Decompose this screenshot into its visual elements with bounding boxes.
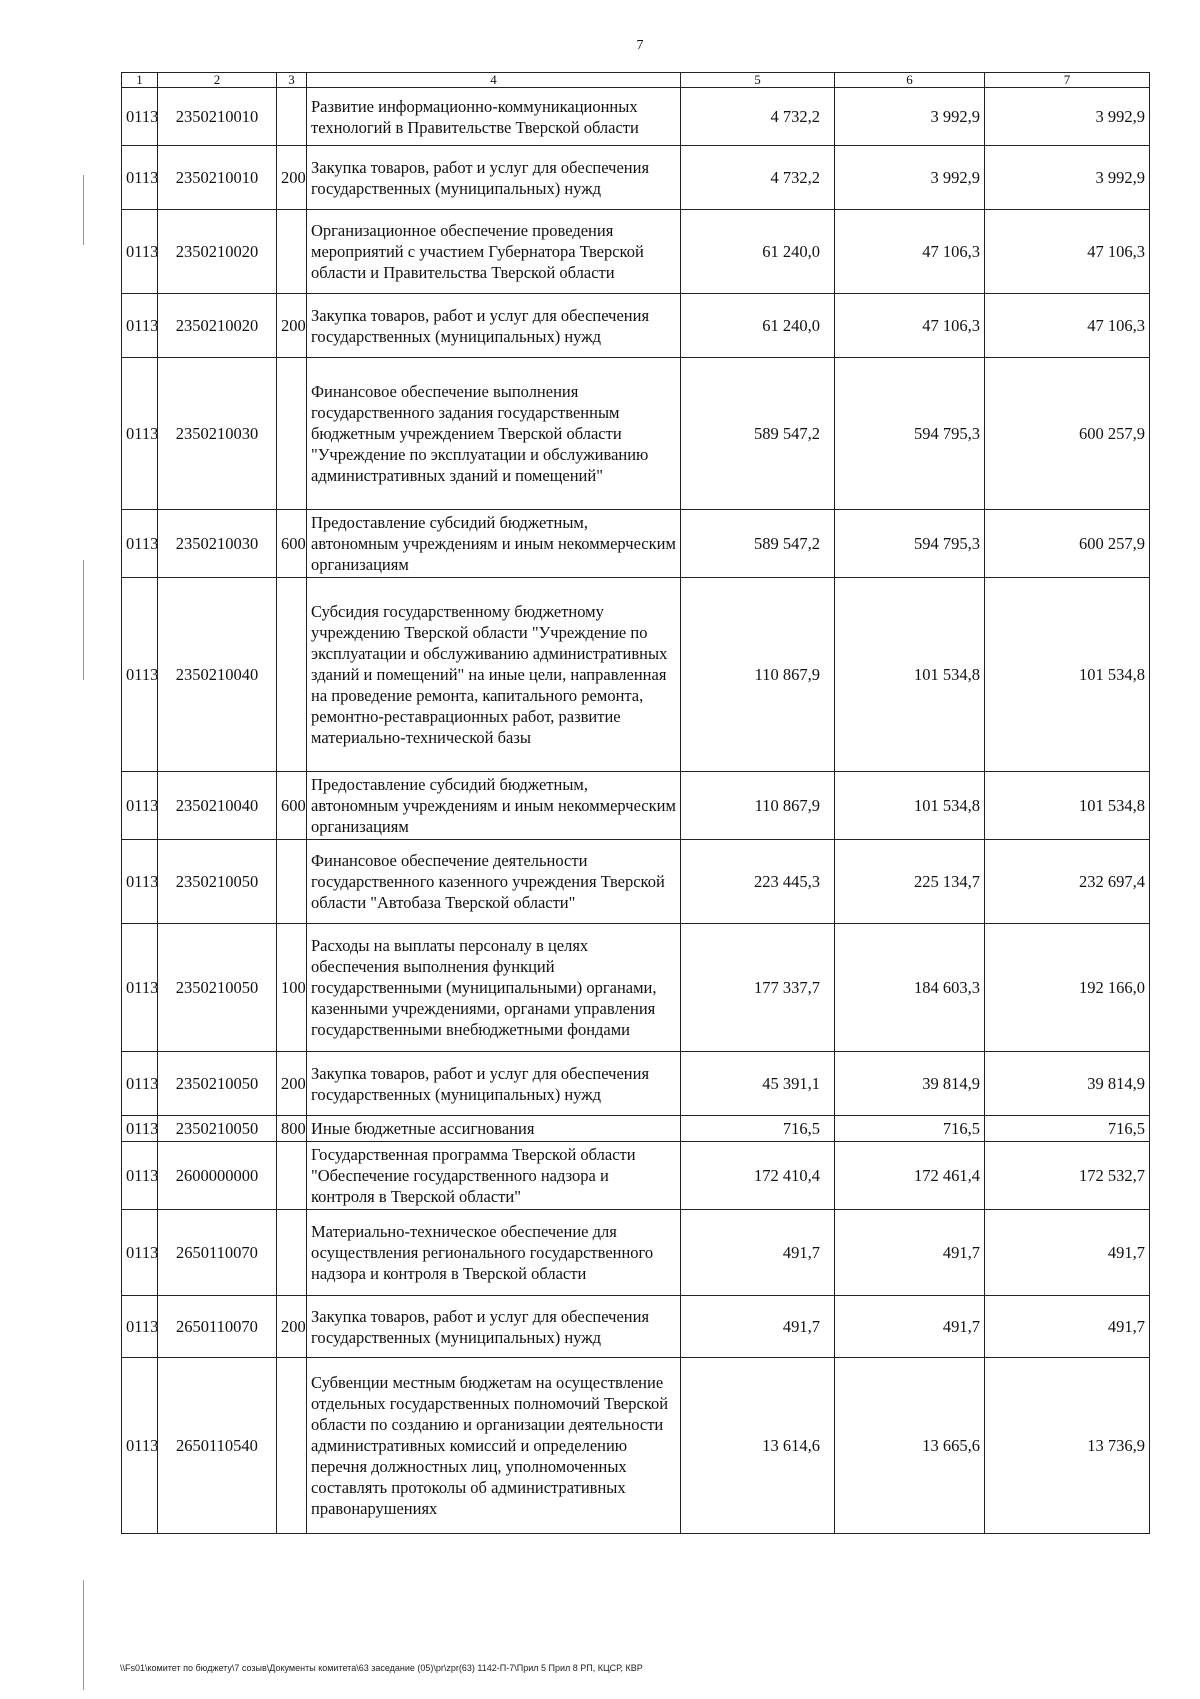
table-row — [122, 358, 1150, 510]
expense-type-cell: 200 — [277, 294, 307, 358]
amount-year3-cell: 600 257,9 — [985, 510, 1150, 578]
table-row — [122, 88, 1150, 146]
item-name-cell: Развитие информационно-коммуникационных технологий в Правительстве Тверской области — [307, 88, 681, 146]
amount-year2-cell: 47 106,3 — [835, 210, 985, 294]
amount-year3-cell: 13 736,9 — [985, 1358, 1150, 1534]
amount-year1-cell: 61 240,0 — [681, 210, 835, 294]
target-code-cell: 2350210050 — [158, 1052, 277, 1116]
expense-type-cell: 600 — [277, 772, 307, 840]
header-cell: 6 — [835, 73, 985, 88]
amount-year3-cell: 101 534,8 — [985, 772, 1150, 840]
section-cell: 0113 — [122, 1116, 158, 1142]
expense-type-cell: 200 — [277, 146, 307, 210]
target-code-cell: 2350210030 — [158, 510, 277, 578]
scan-artifact-line — [83, 560, 84, 680]
scan-artifact-line — [83, 175, 84, 245]
table-row — [122, 1210, 1150, 1296]
amount-year2-cell: 3 992,9 — [835, 88, 985, 146]
footer-file-path: \\Fs01\комитет по бюджету\7 созыв\Документы комитета\63 заседание (05)\pr\zpr(63) 1142-П-7\Прил 5 Прил 8 РП, КЦСР, КВР — [120, 1663, 643, 1673]
header-cell: 2 — [158, 73, 277, 88]
amount-year1-cell: 716,5 — [681, 1116, 835, 1142]
section-cell: 0113 — [122, 1142, 158, 1210]
amount-year3-cell: 172 532,7 — [985, 1142, 1150, 1210]
amount-year1-cell: 4 732,2 — [681, 146, 835, 210]
table-row — [122, 1116, 1150, 1142]
target-code-cell: 2350210020 — [158, 294, 277, 358]
table-row — [122, 146, 1150, 210]
item-name-cell: Предоставление субсидий бюджетным, автономным учреждениям и иным некоммерческим организациям — [307, 772, 681, 840]
expense-type-cell: 800 — [277, 1116, 307, 1142]
target-code-cell: 2350210050 — [158, 924, 277, 1052]
item-name-cell: Закупка товаров, работ и услуг для обеспечения государственных (муниципальных) нужд — [307, 146, 681, 210]
amount-year3-cell: 716,5 — [985, 1116, 1150, 1142]
section-cell: 0113 — [122, 294, 158, 358]
amount-year1-cell: 4 732,2 — [681, 88, 835, 146]
target-code-cell: 2650110540 — [158, 1358, 277, 1534]
table-row — [122, 772, 1150, 840]
amount-year3-cell: 600 257,9 — [985, 358, 1150, 510]
amount-year3-cell: 192 166,0 — [985, 924, 1150, 1052]
amount-year3-cell: 101 534,8 — [985, 578, 1150, 772]
item-name-cell: Финансовое обеспечение выполнения государственного задания государственным бюджетным учреждением Тверской области "Учреждение по эксплуатации и обслуживанию административных зданий и помещений" — [307, 358, 681, 510]
section-cell: 0113 — [122, 578, 158, 772]
amount-year1-cell: 110 867,9 — [681, 772, 835, 840]
expense-type-cell: 100 — [277, 924, 307, 1052]
amount-year2-cell: 491,7 — [835, 1210, 985, 1296]
expense-type-cell — [277, 358, 307, 510]
expense-type-cell: 200 — [277, 1296, 307, 1358]
amount-year1-cell: 589 547,2 — [681, 510, 835, 578]
target-code-cell: 2350210050 — [158, 840, 277, 924]
budget-table — [121, 72, 1150, 1534]
amount-year1-cell: 13 614,6 — [681, 1358, 835, 1534]
amount-year2-cell: 594 795,3 — [835, 358, 985, 510]
expense-type-cell: 600 — [277, 510, 307, 578]
table-row — [122, 840, 1150, 924]
amount-year1-cell: 491,7 — [681, 1210, 835, 1296]
item-name-cell: Субвенции местным бюджетам на осуществление отдельных государственных полномочий Тверской области по созданию и организации деятельности административных комиссий и определению перечня должностных лиц, уполномоченных составлять протоколы об административных правонарушениях — [307, 1358, 681, 1534]
item-name-cell: Материально-техническое обеспечение для осуществления регионального государственного надзора и контроля в Тверской области — [307, 1210, 681, 1296]
amount-year2-cell: 225 134,7 — [835, 840, 985, 924]
scan-artifact-line — [83, 1580, 84, 1690]
item-name-cell: Иные бюджетные ассигнования — [307, 1116, 681, 1142]
item-name-cell: Предоставление субсидий бюджетным, автономным учреждениям и иным некоммерческим организациям — [307, 510, 681, 578]
amount-year3-cell: 47 106,3 — [985, 294, 1150, 358]
expense-type-cell: 200 — [277, 1052, 307, 1116]
amount-year2-cell: 101 534,8 — [835, 772, 985, 840]
amount-year2-cell: 172 461,4 — [835, 1142, 985, 1210]
amount-year2-cell: 13 665,6 — [835, 1358, 985, 1534]
target-code-cell: 2350210010 — [158, 146, 277, 210]
target-code-cell: 2350210050 — [158, 1116, 277, 1142]
section-cell: 0113 — [122, 510, 158, 578]
section-cell: 0113 — [122, 210, 158, 294]
item-name-cell: Организационное обеспечение проведения мероприятий с участием Губернатора Тверской области и Правительства Тверской области — [307, 210, 681, 294]
section-cell: 0113 — [122, 1296, 158, 1358]
header-cell: 5 — [681, 73, 835, 88]
item-name-cell: Расходы на выплаты персоналу в целях обеспечения выполнения функций государственными (муниципальными) органами, казенными учреждениями, органами управления государственными внебюджетными фондами — [307, 924, 681, 1052]
section-cell: 0113 — [122, 840, 158, 924]
header-row — [122, 73, 1150, 88]
amount-year2-cell: 47 106,3 — [835, 294, 985, 358]
expense-type-cell — [277, 1142, 307, 1210]
target-code-cell: 2350210010 — [158, 88, 277, 146]
amount-year3-cell: 491,7 — [985, 1296, 1150, 1358]
item-name-cell: Финансовое обеспечение деятельности государственного казенного учреждения Тверской области "Автобаза Тверской области" — [307, 840, 681, 924]
amount-year2-cell: 491,7 — [835, 1296, 985, 1358]
table-row — [122, 1296, 1150, 1358]
target-code-cell: 2600000000 — [158, 1142, 277, 1210]
item-name-cell: Закупка товаров, работ и услуг для обеспечения государственных (муниципальных) нужд — [307, 1052, 681, 1116]
amount-year1-cell: 172 410,4 — [681, 1142, 835, 1210]
expense-type-cell — [277, 1210, 307, 1296]
amount-year1-cell: 589 547,2 — [681, 358, 835, 510]
amount-year3-cell: 232 697,4 — [985, 840, 1150, 924]
amount-year1-cell: 61 240,0 — [681, 294, 835, 358]
expense-type-cell — [277, 210, 307, 294]
item-name-cell: Субсидия государственному бюджетному учреждению Тверской области "Учреждение по эксплуатации и обслуживанию административных зданий и помещений" на иные цели, направленная на проведение ремонта, капитального ремонта, ремонтно-реставрационных работ, развитие материально-технической базы — [307, 578, 681, 772]
target-code-cell: 2350210040 — [158, 578, 277, 772]
table-row — [122, 294, 1150, 358]
amount-year2-cell: 184 603,3 — [835, 924, 985, 1052]
header-cell: 7 — [985, 73, 1150, 88]
amount-year3-cell: 3 992,9 — [985, 88, 1150, 146]
section-cell: 0113 — [122, 1358, 158, 1534]
expense-type-cell — [277, 88, 307, 146]
target-code-cell: 2350210040 — [158, 772, 277, 840]
section-cell: 0113 — [122, 1052, 158, 1116]
expense-type-cell — [277, 840, 307, 924]
amount-year2-cell: 101 534,8 — [835, 578, 985, 772]
page-number: 7 — [636, 38, 644, 53]
amount-year1-cell: 491,7 — [681, 1296, 835, 1358]
table-row — [122, 924, 1150, 1052]
amount-year2-cell: 39 814,9 — [835, 1052, 985, 1116]
target-code-cell: 2350210020 — [158, 210, 277, 294]
table-row — [122, 1358, 1150, 1534]
amount-year1-cell: 110 867,9 — [681, 578, 835, 772]
header-cell: 3 — [277, 73, 307, 88]
item-name-cell: Государственная программа Тверской области "Обеспечение государственного надзора и контроля в Тверской области" — [307, 1142, 681, 1210]
amount-year3-cell: 47 106,3 — [985, 210, 1150, 294]
expense-type-cell — [277, 578, 307, 772]
table-row — [122, 1052, 1150, 1116]
target-code-cell: 2650110070 — [158, 1210, 277, 1296]
expense-type-cell — [277, 1358, 307, 1534]
item-name-cell: Закупка товаров, работ и услуг для обеспечения государственных (муниципальных) нужд — [307, 1296, 681, 1358]
header-cell: 4 — [307, 73, 681, 88]
amount-year1-cell: 45 391,1 — [681, 1052, 835, 1116]
amount-year3-cell: 3 992,9 — [985, 146, 1150, 210]
table-row — [122, 510, 1150, 578]
section-cell: 0113 — [122, 772, 158, 840]
section-cell: 0113 — [122, 88, 158, 146]
amount-year3-cell: 491,7 — [985, 1210, 1150, 1296]
section-cell: 0113 — [122, 924, 158, 1052]
target-code-cell: 2650110070 — [158, 1296, 277, 1358]
amount-year2-cell: 594 795,3 — [835, 510, 985, 578]
amount-year2-cell: 3 992,9 — [835, 146, 985, 210]
header-cell: 1 — [122, 73, 158, 88]
section-cell: 0113 — [122, 146, 158, 210]
target-code-cell: 2350210030 — [158, 358, 277, 510]
amount-year3-cell: 39 814,9 — [985, 1052, 1150, 1116]
amount-year1-cell: 223 445,3 — [681, 840, 835, 924]
table-row — [122, 578, 1150, 772]
item-name-cell: Закупка товаров, работ и услуг для обеспечения государственных (муниципальных) нужд — [307, 294, 681, 358]
section-cell: 0113 — [122, 1210, 158, 1296]
table-row — [122, 1142, 1150, 1210]
table-row — [122, 210, 1150, 294]
amount-year1-cell: 177 337,7 — [681, 924, 835, 1052]
amount-year2-cell: 716,5 — [835, 1116, 985, 1142]
section-cell: 0113 — [122, 358, 158, 510]
